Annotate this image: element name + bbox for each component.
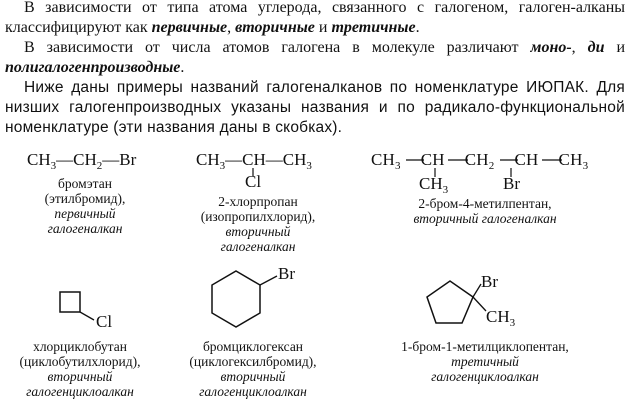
p1-and: и: [314, 19, 332, 36]
term-poly: полигалогенпроизводные: [5, 59, 181, 76]
class-label: вторичный: [220, 369, 286, 384]
iupac-name: 1-бром-1-метилциклопентан,: [401, 339, 569, 354]
term-primary: первичные: [151, 19, 228, 36]
class-label: галогенциклоалкан: [199, 384, 307, 399]
cyclopentane-ring: [427, 281, 473, 323]
p1-end: .: [415, 19, 420, 36]
class-label: галогеналкан: [47, 221, 123, 236]
caption-2-bromo-4-methylpentane: [385, 196, 585, 226]
caption-1-bromo-1-methylcyclopentane: [385, 339, 585, 384]
iupac-name: хлорциклобутан: [33, 339, 127, 354]
radical-name: (циклогексилбромид),: [189, 354, 317, 369]
term-di: ди: [587, 39, 605, 56]
atom-cl-label: Cl: [96, 312, 113, 331]
bond-line: [80, 312, 94, 320]
caption-chlorocyclobutane: [5, 339, 155, 399]
atom-ch: CH: [420, 150, 445, 169]
atom-ch: CH: [514, 150, 539, 169]
p1-sep: ,: [227, 19, 236, 36]
p1-text: В зависимости от типа атома углерода, связанного с галогеном, галоген-алканы классифицируют как: [5, 0, 625, 36]
sub-3: 3: [50, 160, 57, 172]
iupac-name: 2-хлорпропан: [218, 194, 298, 209]
radical-name: (циклобутилхлорид),: [19, 354, 141, 369]
bond: —: [56, 150, 74, 169]
bond-line: [473, 297, 486, 311]
p2-text: В зависимости от числа атомов галогена в молекуле различают: [24, 39, 531, 56]
iupac-name: бромциклогексан: [202, 339, 304, 354]
atom-ch3: CH: [282, 150, 307, 169]
term-tertiary: третичные: [331, 19, 416, 36]
caption-2-chloropropane: [178, 194, 338, 254]
atom-br: Br: [119, 150, 137, 169]
cyclohexane-ring: [212, 271, 260, 327]
sub-3: 3: [306, 160, 312, 172]
atom-ch2: CH: [464, 150, 489, 169]
sub-2: 2: [96, 160, 103, 172]
class-label: вторичный галогеналкан: [413, 211, 557, 226]
iupac-name: бромэтан: [58, 176, 112, 191]
caption-bromoethane: [10, 176, 160, 236]
p2-sep: ,: [571, 39, 588, 56]
bond: —: [225, 150, 243, 169]
p2-and: и: [604, 39, 626, 56]
sub-3: 3: [219, 160, 226, 172]
atom-ch2: CH: [73, 150, 97, 169]
class-label: вторичный: [225, 224, 291, 239]
sub-3: 3: [442, 184, 449, 196]
term-mono: моно-: [530, 39, 572, 56]
p2-end: .: [180, 59, 185, 76]
iupac-name: 2-бром-4-метилпентан,: [418, 196, 552, 211]
atom-ch3: CH: [371, 150, 396, 169]
class-label: галогеналкан: [220, 239, 296, 254]
cyclobutane-ring: [60, 292, 80, 312]
radical-name: (этилбромид),: [44, 191, 126, 206]
atom-br-label: Br: [481, 272, 498, 291]
class-label: вторичный: [47, 369, 113, 384]
sub-3: 3: [582, 160, 589, 172]
class-label: галогенциклоалкан: [26, 384, 134, 399]
atom-ch3-label: [486, 307, 515, 333]
bond: —: [265, 150, 283, 169]
atom-cl-substituent: Cl: [245, 172, 262, 191]
class-label: третичный: [451, 354, 519, 369]
atom-ch3: CH: [558, 150, 583, 169]
sub-2: 2: [488, 160, 495, 172]
atom-ch3: CH: [419, 174, 443, 193]
atom-ch: CH: [242, 150, 266, 169]
class-label: первичный: [54, 206, 116, 221]
bromo-substituent: Br: [503, 174, 520, 193]
bond: —: [102, 150, 120, 169]
radical-name: (изопропилхлорид),: [200, 209, 316, 224]
class-label: галогенциклоалкан: [431, 369, 539, 384]
term-secondary: вторичные: [235, 19, 315, 36]
bond-line: [473, 284, 481, 297]
paragraph-iupac-examples: Ниже даны примеры названий галогеналканов по номенклатуре ИЮПАК. Для низших галогенпроизводных указаны названия и по радикало-функциональной номенклатуре (эти названия даны в скобках).: [5, 79, 625, 136]
sub-3: 3: [395, 160, 401, 172]
caption-bromocyclohexane: [168, 339, 338, 399]
sub-3: 3: [509, 317, 516, 329]
bond-line: [260, 276, 277, 285]
atom-br-label: Br: [278, 264, 295, 283]
atom-ch3: CH: [27, 150, 51, 169]
atom-ch: CH: [486, 307, 510, 326]
atom-ch3: CH: [196, 150, 220, 169]
